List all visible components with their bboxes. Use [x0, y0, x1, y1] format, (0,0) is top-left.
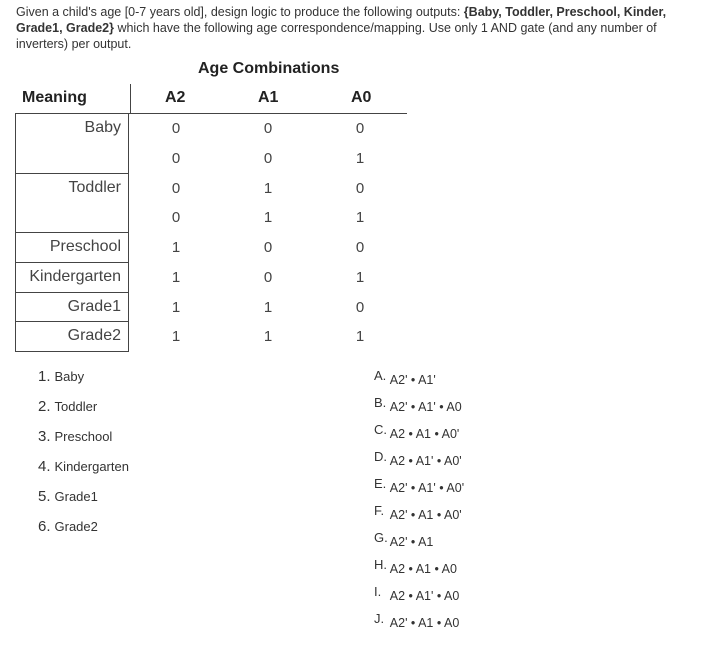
bit-a2: 0 [171, 209, 181, 227]
bit-a2: 1 [171, 298, 181, 316]
bit-a1: 1 [263, 298, 273, 316]
header-divider-vertical [130, 84, 131, 114]
meaning-cell: Baby [15, 113, 129, 174]
bit-a2: 0 [171, 149, 181, 167]
option-expression: A2 • A1 • A0' [387, 427, 460, 441]
expression-option [374, 584, 464, 611]
output-item [38, 368, 129, 398]
option-letter: E. [374, 476, 387, 491]
output-number: 2. [38, 398, 51, 415]
option-letter: D. [374, 449, 387, 464]
question-text-before: Given a child's age [0-7 years old], design logic to produce the following outputs: [16, 5, 464, 19]
bit-a2: 1 [171, 268, 181, 286]
option-expression: A2' • A1' [387, 373, 436, 387]
expression-option [374, 557, 464, 584]
header-meaning: Meaning [22, 89, 87, 106]
output-item [38, 518, 129, 548]
bit-a2: 1 [171, 239, 181, 256]
output-label: Grade2 [54, 519, 98, 534]
output-item [38, 458, 129, 488]
option-expression: A2 • A1 • A0 [387, 562, 457, 576]
meaning-cell: Grade2 [15, 321, 129, 352]
option-letter: H. [374, 557, 387, 572]
bit-a2: 1 [171, 328, 181, 346]
output-number: 5. [38, 488, 51, 505]
output-number: 3. [38, 428, 51, 445]
bit-a0: 1 [355, 209, 365, 227]
output-label: Grade1 [54, 489, 98, 504]
question-text-after: which have the following age correspondence/mapping. Use only 1 AND gate (and any number of inverters) per output. [16, 21, 657, 51]
bit-a1: 1 [263, 179, 273, 197]
expression-option [374, 368, 464, 395]
question-outputs: {Baby, Toddler, Preschool, Kinder, Grade1, Grade2} [16, 5, 667, 35]
output-label: Preschool [54, 429, 113, 444]
output-number: 4. [38, 458, 51, 475]
option-expression: A2' • A1 • A0 [387, 616, 460, 630]
output-list [38, 368, 129, 548]
bit-a0: 0 [355, 120, 365, 137]
output-label: Kindergarten [54, 459, 129, 474]
bit-a2: 0 [171, 179, 181, 197]
question-prompt [16, 4, 700, 52]
table-title: Age Combinations [198, 60, 340, 77]
expression-option [374, 422, 464, 449]
expression-option [374, 476, 464, 503]
output-number: 6. [38, 518, 51, 535]
bit-a1: 0 [263, 239, 273, 256]
option-expression: A2 • A1' • A0 [387, 589, 460, 603]
bit-a1: 0 [263, 268, 273, 286]
option-letter: C. [374, 422, 387, 437]
bit-a0: 1 [355, 328, 365, 346]
bit-a0: 0 [355, 239, 365, 256]
option-expression: A2 • A1' • A0' [387, 454, 462, 468]
bit-a0: 0 [355, 298, 365, 316]
bit-a1: 0 [263, 120, 273, 137]
meaning-cell: Toddler [15, 173, 129, 234]
expression-option [374, 449, 464, 476]
output-item [38, 488, 129, 518]
meaning-cell: Preschool [15, 232, 129, 263]
option-letter: G. [374, 530, 388, 545]
expression-option [374, 395, 464, 422]
bit-a1: 1 [263, 209, 273, 227]
output-label: Baby [54, 369, 85, 384]
expression-options [374, 368, 464, 638]
bit-a1: 0 [263, 149, 273, 167]
option-expression: A2' • A1' • A0' [387, 481, 465, 495]
header-a2: A2 [165, 89, 186, 106]
meaning-cell: Grade1 [15, 292, 129, 323]
meaning-cell: Kindergarten [15, 262, 129, 293]
bit-a0: 1 [355, 149, 365, 167]
bit-a1: 1 [263, 328, 273, 346]
option-expression: A2' • A1 • A0' [387, 508, 462, 522]
output-label: Toddler [54, 399, 98, 414]
expression-option [374, 503, 464, 530]
output-item [38, 428, 129, 458]
header-a0: A0 [351, 89, 372, 106]
expression-option [374, 611, 464, 638]
option-letter: J. [374, 611, 385, 626]
expression-option [374, 530, 464, 557]
option-letter: I. [374, 584, 382, 599]
header-a1: A1 [258, 89, 279, 106]
option-expression: A2' • A1' • A0 [387, 400, 462, 414]
option-letter: B. [374, 395, 387, 410]
option-expression: A2' • A1 [387, 535, 434, 549]
option-letter: F. [374, 503, 385, 518]
bit-a0: 0 [355, 179, 365, 197]
option-letter: A. [374, 368, 387, 383]
bit-a2: 0 [171, 120, 181, 137]
bit-a0: 1 [355, 268, 365, 286]
output-number: 1. [38, 368, 51, 385]
output-item [38, 398, 129, 428]
